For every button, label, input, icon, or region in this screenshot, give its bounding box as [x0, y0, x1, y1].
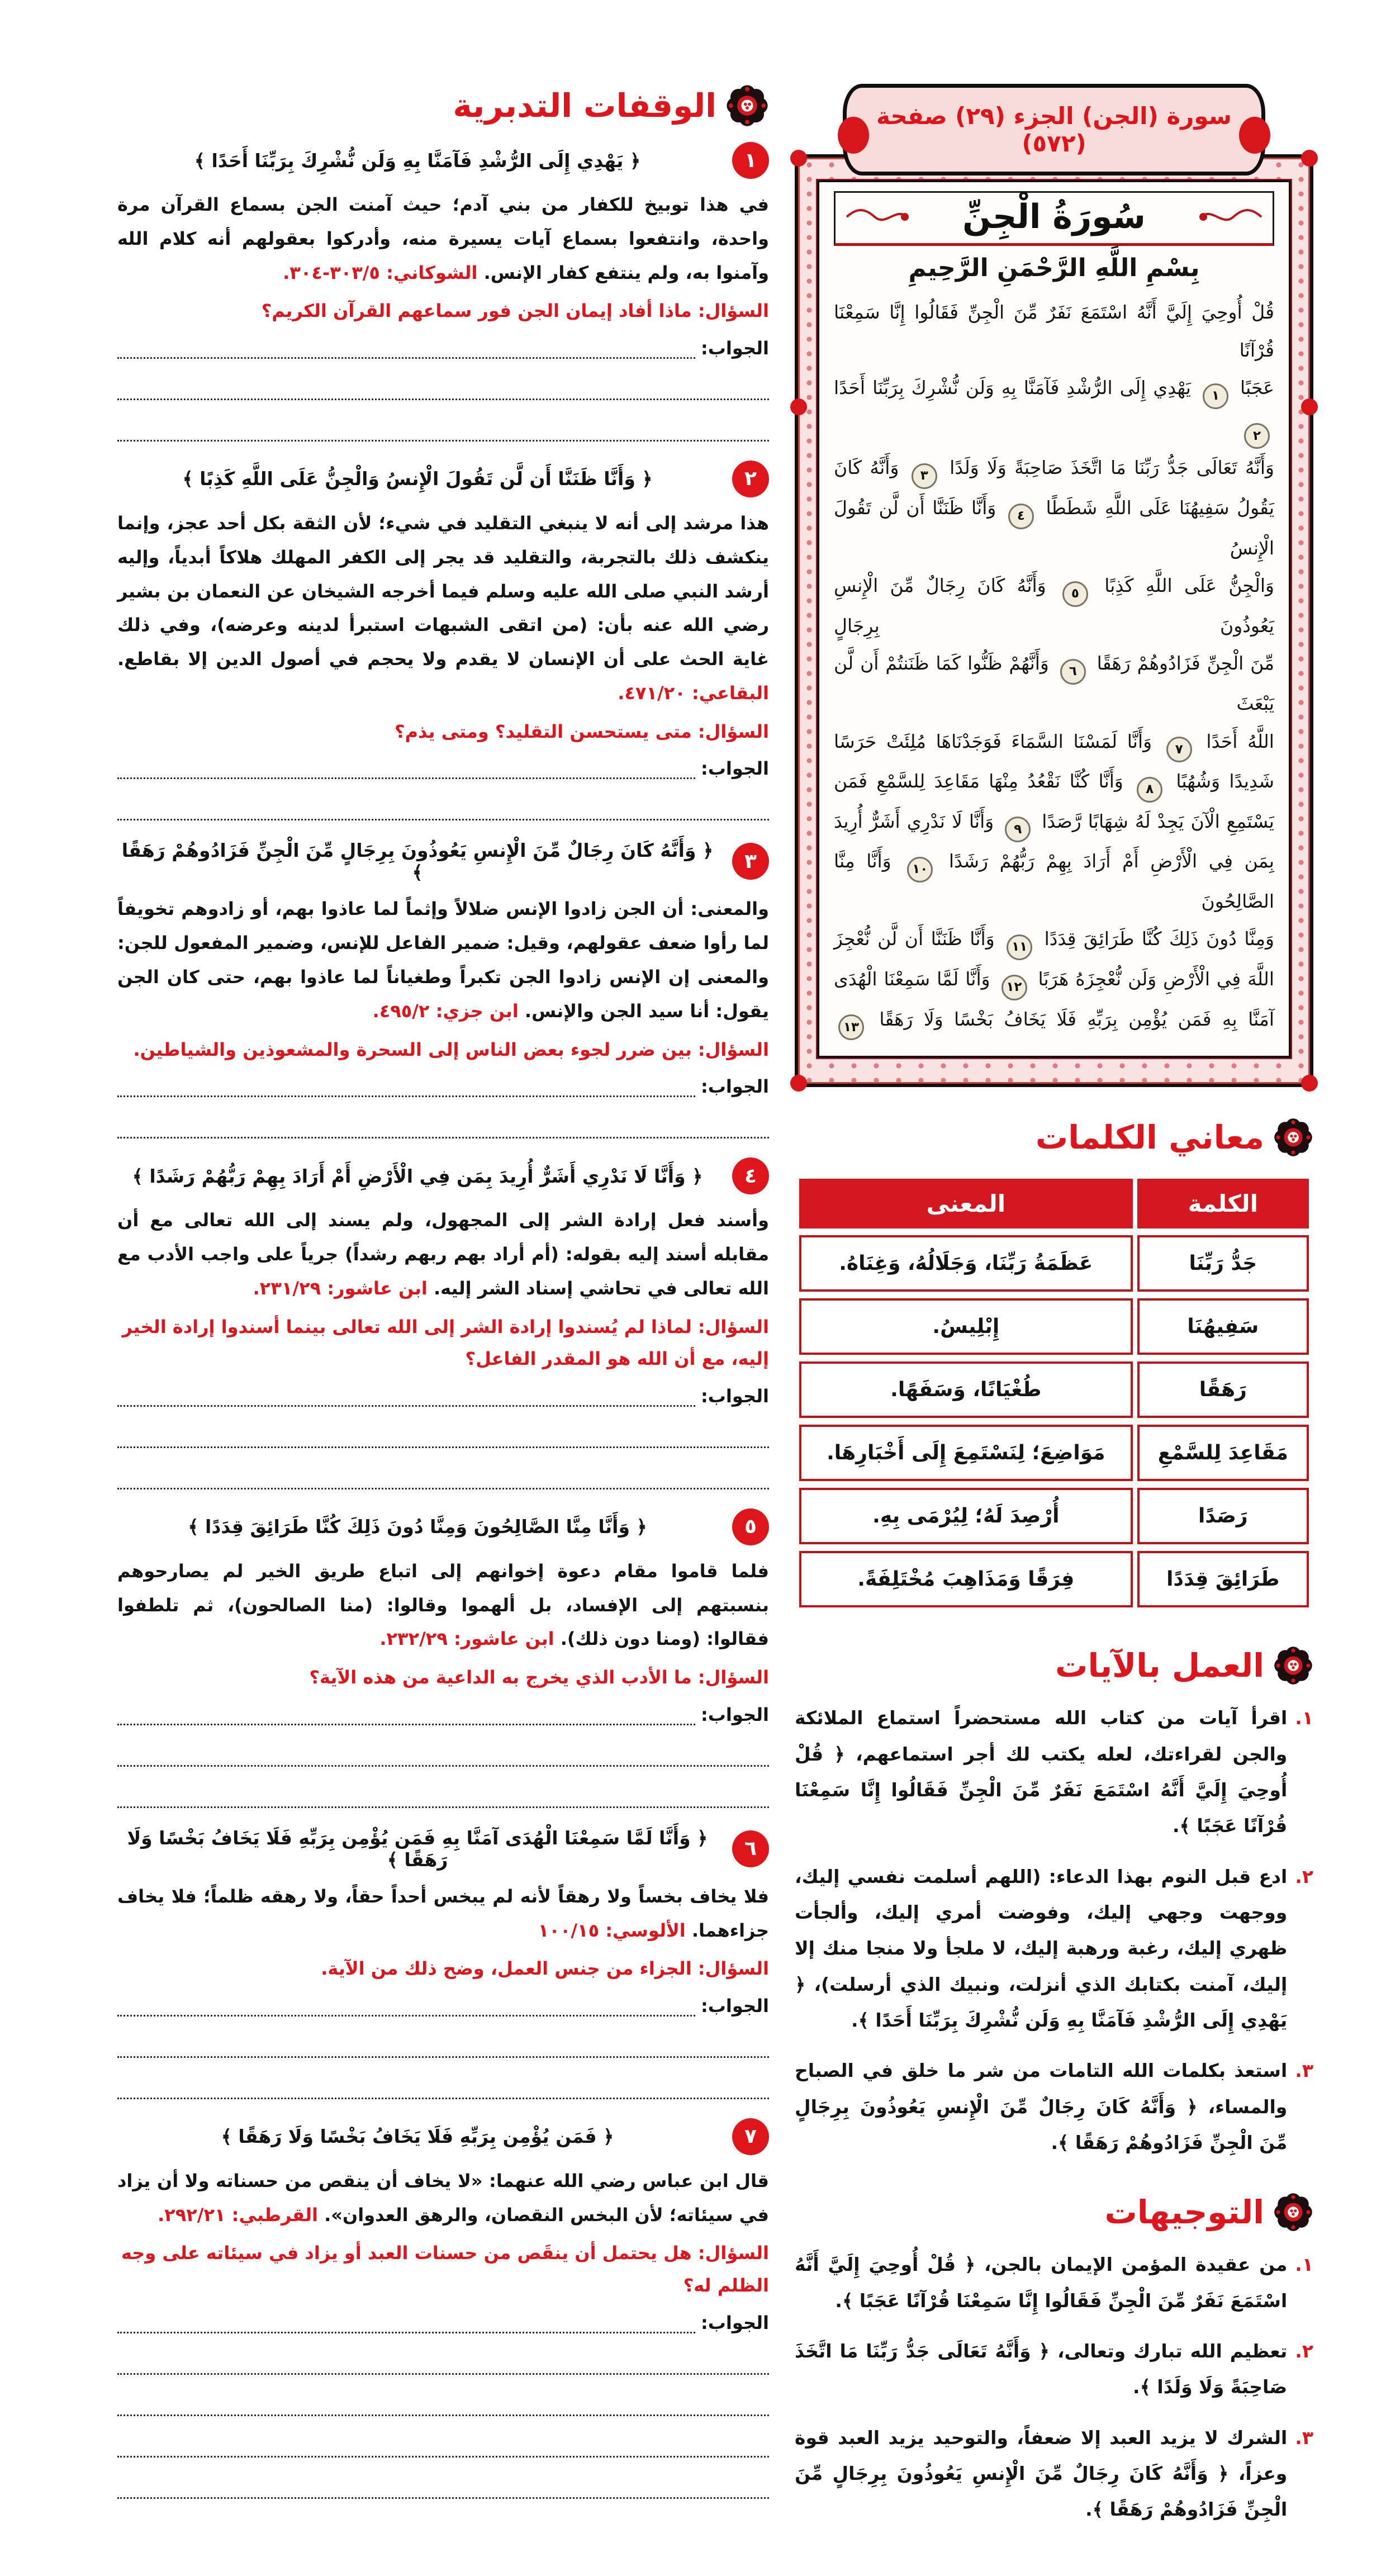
- stop-commentary: في هذا توبيخ للكفار من بني آدم؛ حيث آمنت الجن بسماع القرآن مرة واحدة، وانتفعوا بسماع آيات يسيرة منه، وأدركوا بعقولهم أنه كلام الله وآمنوا به، ولم ينتفع كفار الإنس.: [117, 194, 769, 283]
- flower-icon: [1273, 2192, 1313, 2232]
- answer-label: الجواب:: [700, 1995, 769, 2017]
- stop-question: السؤال: الجزاء من جنس العمل، وضح ذلك من الآية.: [321, 1958, 769, 1980]
- frame-corner-dot: [790, 1075, 807, 1092]
- stop-citation: ابن جزي: ٤٩٥/٢.: [372, 1000, 519, 1022]
- stop-citation: البقاعي: ٤٧١/٢٠.: [618, 682, 769, 704]
- stop-commentary: هذا مرشد إلى أنه لا ينبغي التقليد في شيء؛ لأن الثقة بكل أحد عجز، وإنما ينكشف ذلك بالتجربة، والتقليد قد يجر إلى الكفر المهلك هلاكاً أبدياً، وإليه أرشد النبي صلى الله عليه وسلم فيما أخرجه الشيخان عن النعمان بن بشير رضي الله عنه بأن: (من اتقى الشبهات استبرأ لدينه وعرضه)، وفي ذلك غاية الحث على أن الإنسان لا يقدم ولا يحجم في أصول الدين إلا بقاطع.: [117, 512, 769, 670]
- ayah-number: ١: [1203, 383, 1228, 409]
- answer-blank-line[interactable]: [117, 1448, 769, 1489]
- table-row: [799, 1488, 1309, 1544]
- ayah-number: ٣: [912, 463, 937, 489]
- vocab-section-heading: [795, 1117, 1313, 1157]
- answer-blank-line[interactable]: [117, 1696, 695, 1725]
- quran-line: شَدِيدًا وَشُهُبًا ٨ وَأَنَّا كُنَّا نَقْعُدُ مِنْهَا مَقَاعِدَ لِلسَّمْعِ فَمَن: [834, 762, 1274, 803]
- stop-citation: ابن عاشور: ٢٣٢/٢٩.: [379, 1628, 554, 1650]
- answer-label: الجواب:: [700, 2312, 769, 2333]
- mushaf-page: [817, 180, 1291, 1058]
- list-item: [795, 2053, 1313, 2161]
- list-item: [795, 2247, 1313, 2319]
- ayah-number: ٢: [1244, 423, 1270, 449]
- stop-commentary: قال ابن عباس رضي الله عنهما: «لا يخاف أن ينقص من حسناته ولا أن يزاد في سيئاته؛ لأن البخس النقصان، والرهق العدوان».: [117, 2170, 769, 2226]
- ayah-number: ١٠: [907, 857, 933, 883]
- answer-blank-line[interactable]: [117, 330, 695, 359]
- answer-blank-line[interactable]: [117, 1725, 769, 1767]
- item-text: ادع قبل النوم بهذا الدعاء: (اللهم أسلمت نفسي إليك، ووجهت وجهي إليك، وفوضت أمري إليك، وألجأت ظهري إليك، رغبة ورهبة إليك، لا ملجأ ولا منجا منك إلا إليك، آمنت بكتابك الذي أنزلت، ونبيك الذي أرسلت)، ﴿ يَهْدِي إِلَى الرُّشْدِ فَآمَنَّا بِهِ وَلَن نُّشْرِكَ بِرَبِّنَا أَحَدًا ﴾.: [795, 1865, 1288, 2031]
- quran-line: اللَّهَ فِي الْأَرْضِ وَلَن نُّعْجِزَهُ هَرَبًا ١٢ وَأَنَّا لَمَّا سَمِعْنَا الْهُدَى: [834, 960, 1274, 1000]
- frame-side-dot: [1301, 399, 1318, 415]
- vocab-word: جَدُّ رَبِّنَا: [1137, 1235, 1309, 1292]
- vocab-table: [795, 1172, 1313, 1614]
- vocab-meaning: مَوَاضِعَ؛ لِنَسْتَمِعَ إِلَى أَخْبَارِهَا.: [799, 1425, 1133, 1481]
- stop-citation: الشوكاني: ٣٠٣/٥-٣٠٤.: [283, 262, 478, 283]
- ayah-number: ١٣: [838, 1014, 864, 1040]
- mushaf-frame: [795, 154, 1313, 1087]
- list-item: [795, 1859, 1313, 2039]
- item-text: استعذ بكلمات الله التامات من شر ما خلق في الصباح والمساء، ﴿ وَأَنَّهُ كَانَ رِجَالٌ مِّنَ الْإِنسِ يَعُوذُونَ بِرِجَالٍ مِّنَ الْجِنِّ فَزَادُوهُمْ رَهَقًا ﴾.: [795, 2060, 1288, 2153]
- flower-icon: [725, 84, 769, 127]
- answer-blank-line[interactable]: [117, 1068, 695, 1097]
- answer-blank-line[interactable]: [117, 2017, 769, 2058]
- amal-section-heading: [795, 1645, 1313, 1686]
- stop-citation: ابن عاشور: ٢٣١/٢٩.: [253, 1277, 428, 1299]
- frame-corner-dot: [1301, 150, 1318, 167]
- stop-number-badge: ١: [732, 142, 769, 179]
- surah-header: [834, 191, 1274, 246]
- stop-citation: الألوسي: ١٠٠/١٥: [538, 1919, 686, 1941]
- stop-question: السؤال: لماذا لم يُسندوا إرادة الشر إلى الله تعالى بينما أسندوا إرادة الخير إليه، مع أن الله هو المقدر الفاعل؟: [122, 1316, 769, 1370]
- quran-line: وَالْجِنُّ عَلَى اللَّهِ كَذِبًا ٥ وَأَنَّهُ كَانَ رِجَالٌ مِّنَ الْإِنسِ يَعُوذُونَ بِرِجَالٍ: [834, 575, 1274, 637]
- tawjihat-section-title: التوجيهات: [1104, 2193, 1264, 2232]
- quran-line: وَمِنَّا دُونَ ذَلِكَ كُنَّا طَرَائِقَ قِدَدًا ١١ وَأَنَّا ظَنَنَّا أَن لَّن نُّعْجِزَ: [834, 920, 1274, 960]
- vocab-word: طَرَائِقَ قِدَدًا: [1137, 1551, 1309, 1607]
- list-item: [795, 2333, 1313, 2406]
- item-text: الشرك لا يزيد العبد إلا ضعفاً، والتوحيد يزيد العبد قوة وعزاً، ﴿ وَأَنَّهُ كَانَ رِجَالٌ مِّنَ الْإِنسِ يَعُوذُونَ بِرِجَالٍ مِّنَ الْجِنِّ فَزَادُوهُمْ رَهَقًا ﴾.: [795, 2426, 1288, 2521]
- stop-verse: ﴿ فَمَن يُؤْمِن بِرَبِّهِ فَلَا يَخَافُ بَخْسًا وَلَا رَهَقًا ﴾: [221, 2126, 614, 2148]
- item-text: من عقيدة المؤمن الإيمان بالجن، ﴿ قُلْ أُوحِيَ إِلَيَّ أَنَّهُ اسْتَمَعَ نَفَرٌ مِّنَ الْجِنِّ فَقَالُوا إِنَّا سَمِعْنَا قُرْآنًا عَجَبًا ﴾.: [795, 2254, 1288, 2312]
- stop-number-badge: ٥: [732, 1508, 769, 1545]
- vocab-section-title: معاني الكلمات: [1035, 1118, 1264, 1157]
- vocab-meaning: طُغْيَانًا، وَسَفَهًا.: [799, 1361, 1133, 1418]
- stop-citation: القرطبي: ٢٩٢/٢١.: [158, 2204, 318, 2226]
- surah-page-banner: [843, 84, 1265, 175]
- stop-verse: ﴿ وَأَنَّا ظَنَنَّا أَن لَّن تَقُولَ الْإِنسُ وَالْجِنُّ عَلَى اللَّهِ كَذِبًا ﴾: [182, 468, 653, 490]
- ayah-number: ١٢: [1001, 975, 1027, 1000]
- quran-line: مِّنَ الْجِنِّ فَزَادُوهُمْ رَهَقًا ٦ وَأَنَّهُمْ ظَنُّوا كَمَا ظَنَنتُمْ أَن لَّن يَبْعَثَ: [834, 652, 1274, 714]
- bismillah: بِسْمِ اللَّهِ الرَّحْمَنِ الرَّحِيمِ: [908, 254, 1200, 282]
- table-row: [799, 1235, 1309, 1292]
- answer-blank-line[interactable]: [117, 1407, 769, 1448]
- answer-blank-line[interactable]: [117, 2058, 769, 2099]
- item-number: ١.: [1295, 2254, 1313, 2276]
- frame-side-dot: [790, 399, 807, 415]
- stop-commentary: فلا يخاف بخساً ولا رهقاً لأنه لم يبخس أحداً حقاً، ولا رهقه ظلماً؛ فلا يخاف جزاءهما.: [117, 1885, 769, 1941]
- vocab-meaning: أُرْصِدَ لَهُ؛ لِيُرْمَى بِهِ.: [799, 1488, 1133, 1544]
- flower-icon: [1273, 1117, 1313, 1157]
- list-item: [795, 2420, 1313, 2528]
- stop-item: [117, 2118, 769, 2499]
- surah-page-banner-text: سورة (الجن) الجزء (٢٩) صفحة (٥٧٢): [876, 102, 1232, 157]
- ayah-number: ٩: [1005, 817, 1031, 842]
- answer-blank-line[interactable]: [117, 359, 769, 400]
- item-number: ٣.: [1295, 2060, 1313, 2082]
- stops-section-heading: [117, 84, 769, 127]
- answer-blank-line[interactable]: [117, 400, 769, 442]
- ayah-number: ٥: [1062, 581, 1088, 607]
- stop-commentary: وأسند فعل إرادة الشر إلى المجهول، ولم يسند إلى الله تعالى مع أن مقابله أسند إليه بقوله: (أم أراد بهم ربهم رشداً) جرياً على واجب الأدب مع الله تعالى في تحاشي إسناد الشر إليه.: [117, 1209, 769, 1299]
- stop-verse: ﴿ وَأَنَّا لَمَّا سَمِعْنَا الْهُدَى آمَنَّا بِهِ فَمَن يُؤْمِن بِرَبِّهِ فَلَا يَخَافُ بَخْسًا وَلَا رَهَقًا ﴾: [127, 1827, 708, 1871]
- stop-verse: ﴿ وَأَنَّا مِنَّا الصَّالِحُونَ وَمِنَّا دُونَ ذَلِكَ كُنَّا طَرَائِقَ قِدَدًا ﴾: [188, 1516, 647, 1538]
- ayah-number: ١١: [1007, 934, 1032, 960]
- answer-label: الجواب:: [700, 758, 769, 780]
- ornament-icon: [843, 206, 910, 228]
- frame-corner-dot: [790, 150, 807, 167]
- stop-number-badge: ٦: [732, 1830, 769, 1867]
- vocab-word: مَقَاعِدَ لِلسَّمْعِ: [1137, 1425, 1309, 1481]
- quran-line: بِمَن فِي الْأَرْضِ أَمْ أَرَادَ بِهِمْ رَبُّهُمْ رَشَدًا ١٠ وَأَنَّا مِنَّا الصَّالِحُونَ: [834, 850, 1275, 912]
- stop-number-badge: ٣: [732, 843, 769, 880]
- stop-number-badge: ٤: [732, 1157, 769, 1194]
- amal-section: [795, 1645, 1313, 2161]
- answer-label: الجواب:: [700, 1385, 769, 1407]
- stop-commentary: فلما قاموا مقام دعوة إخوانهم إلى اتباع طريق الخير لم يصارحوهم بنسبتهم إلى الإفساد، بل ألهموا وقالوا: (منا الصالحون)، ثم تلطفوا فقالوا: (ومنا دون ذلك).: [117, 1560, 769, 1650]
- ayah-number: ٨: [1137, 777, 1162, 803]
- item-number: ٢.: [1295, 1865, 1313, 1887]
- quran-line: قُلْ أُوحِيَ إِلَيَّ أَنَّهُ اسْتَمَعَ نَفَرٌ مِّنَ الْجِنِّ فَقَالُوا إِنَّا سَمِعْنَا قُرْآنًا: [834, 301, 1274, 361]
- answer-label: الجواب:: [700, 337, 769, 359]
- answer-blank-line[interactable]: [117, 1987, 695, 2017]
- item-text: تعظيم الله تبارك وتعالى، ﴿ وَأَنَّهُ تَعَالَى جَدُّ رَبِّنَا مَا اتَّخَذَ صَاحِبَةً وَلَا وَلَدًا ﴾.: [795, 2340, 1288, 2398]
- vocab-word: رَهَقًا: [1137, 1361, 1309, 1418]
- answer-blank-line[interactable]: [117, 779, 769, 820]
- ayah-number: ٤: [1008, 504, 1034, 529]
- frame-corner-dot: [1301, 1075, 1318, 1092]
- answer-blank-line[interactable]: [117, 1767, 769, 1808]
- amal-section-title: العمل بالآيات: [1055, 1647, 1264, 1685]
- quran-line: عَجَبًا ١ يَهْدِي إِلَى الرُّشْدِ فَآمَنَّا بِهِ وَلَن نُّشْرِكَ بِرَبِّنَا أَحَدًا ٢: [834, 369, 1274, 449]
- stop-question: السؤال: ماذا أفاد إيمان الجن فور سماعهم القرآن الكريم؟: [261, 300, 769, 322]
- vocab-section: [795, 1117, 1313, 1614]
- table-row: [799, 1298, 1309, 1355]
- answer-label: الجواب:: [700, 1704, 769, 1725]
- stops-section-title: الوقفات التدبرية: [453, 87, 716, 125]
- ayah-number: ٦: [1060, 659, 1086, 685]
- vocab-meaning: عَظَمَةُ رَبِّنَا، وَجَلَالُهُ، وَغِنَاهُ.: [799, 1235, 1133, 1292]
- vocab-meaning: إِبْلِيسُ.: [799, 1298, 1133, 1355]
- stop-verse: ﴿ وَأَنَّا لَا نَدْرِي أَشَرٌّ أُرِيدَ بِمَن فِي الْأَرْضِ أَمْ أَرَادَ بِهِمْ رَبُّهُمْ رَشَدًا ﴾: [132, 1165, 703, 1187]
- vocab-word: رَصَدًا: [1137, 1488, 1309, 1544]
- item-text: اقرأ آيات من كتاب الله مستحضراً استماع الملائكة والجن لقراءتك، لعله يكتب لك أجر استماعهم، ﴿ قُلْ أُوحِيَ إِلَيَّ أَنَّهُ اسْتَمَعَ نَفَرٌ مِّنَ الْجِنِّ فَقَالُوا إِنَّا سَمِعْنَا قُرْآنًا عَجَبًا ﴾.: [795, 1707, 1288, 1837]
- stop-verse: ﴿ وَأَنَّهُ كَانَ رِجَالٌ مِّنَ الْإِنسِ يَعُوذُونَ بِرِجَالٍ مِّنَ الْجِنِّ فَزَادُوهُمْ رَهَقًا ﴾: [121, 839, 714, 884]
- quran-column: [795, 84, 1313, 2542]
- stop-item: [117, 1827, 769, 2099]
- tawjihat-section-heading: [795, 2192, 1313, 2232]
- stop-item: [117, 839, 769, 1138]
- quran-line: يَقُولُ سَفِيهُنَا عَلَى اللَّهِ شَطَطًا ٤ وَأَنَّا ظَنَنَّا أَن لَّن تَقُولَ الْإِنسُ: [834, 496, 1275, 559]
- answer-blank-line[interactable]: [117, 2333, 769, 2375]
- table-row: [799, 1551, 1309, 1607]
- answer-label: الجواب:: [700, 1076, 769, 1098]
- answer-blank-line[interactable]: [117, 2304, 695, 2333]
- stops-column: [117, 84, 769, 2542]
- stop-verse: ﴿ يَهْدِي إِلَى الرُّشْدِ فَآمَنَّا بِهِ وَلَن نُّشْرِكَ بِرَبِّنَا أَحَدًا ﴾: [194, 149, 641, 172]
- ayah-number: ٧: [1166, 737, 1192, 762]
- vocab-meaning: فِرَقًا وَمَذَاهِبَ مُخْتَلِفَةً.: [799, 1551, 1133, 1607]
- stop-item: [117, 1157, 769, 1489]
- list-item: [795, 1700, 1313, 1844]
- ornament-icon: [1198, 206, 1265, 228]
- quran-line: آمَنَّا بِهِ فَمَن يُؤْمِن بِرَبِّهِ فَلَا يَخَافُ بَخْسًا وَلَا رَهَقًا ١٣: [834, 1000, 1274, 1041]
- stop-number-badge: ٢: [732, 461, 769, 497]
- answer-blank-line[interactable]: [117, 2458, 769, 2499]
- answer-blank-line[interactable]: [117, 1097, 769, 1138]
- table-row: [799, 1425, 1309, 1481]
- answer-blank-line[interactable]: [117, 1378, 695, 1407]
- flower-icon: [1273, 1645, 1313, 1686]
- stop-question: السؤال: هل يحتمل أن ينقَص من حسنات العبد أو يزاد في سيئاته على وجه الظلم له؟: [121, 2242, 769, 2297]
- stop-item: [117, 461, 769, 820]
- answer-blank-line[interactable]: [117, 2416, 769, 2458]
- quran-line: وَأَنَّهُ تَعَالَى جَدُّ رَبِّنَا مَا اتَّخَذَ صَاحِبَةً وَلَا وَلَدًا ٣ وَأَنَّهُ كَانَ: [834, 449, 1274, 489]
- stop-question: السؤال: بين ضرر لجوء بعض الناس إلى السحرة والمشعوذين والشياطين.: [133, 1038, 769, 1060]
- item-number: ٣.: [1295, 2426, 1313, 2449]
- stop-commentary: والمعنى: أن الجن زادوا الإنس ضلالاً وإثماً لما عاذوا بهم، أو زادوهم تخويفاً لما رأوا ضعف عقولهم، وقيل: ضمير الفاعل للإنس، وضمير المفعول للجن: والمعنى إن الإنس زادوا الجن تكبراً وطغياناً لما عاذوا بهم، حتى كان الجن يقول: أنا سيد الجن والإنس.: [117, 898, 769, 1022]
- stop-number-badge: ٧: [732, 2118, 769, 2155]
- item-number: ١.: [1295, 1707, 1313, 1729]
- quran-line: اللَّهُ أَحَدًا ٧ وَأَنَّا لَمَسْنَا السَّمَاءَ فَوَجَدْنَاهَا مُلِئَتْ حَرَسًا: [834, 723, 1274, 763]
- stop-question: السؤال: ما الأدب الذي يخرج به الداعية من هذه الآية؟: [309, 1667, 769, 1688]
- surah-title: سُورَةُ الْجِنِّ: [962, 197, 1146, 236]
- tawjihat-section: [795, 2192, 1313, 2527]
- stop-question: السؤال: متى يستحسن التقليد؟ ومتى يذم؟: [394, 720, 769, 742]
- answer-blank-line[interactable]: [117, 2375, 769, 2416]
- vocab-col-meaning: المعنى: [799, 1179, 1133, 1228]
- quran-line: يَسْتَمِعِ الْآنَ يَجِدْ لَهُ شِهَابًا رَّصَدًا ٩ وَأَنَّا لَا نَدْرِي أَشَرٌّ أُرِيدَ: [834, 803, 1274, 843]
- item-number: ٢.: [1295, 2340, 1313, 2362]
- stop-item: [117, 142, 769, 442]
- vocab-word: سَفِيهُنَا: [1137, 1298, 1309, 1355]
- table-row: [799, 1361, 1309, 1418]
- stop-item: [117, 1508, 769, 1808]
- answer-blank-line[interactable]: [117, 750, 695, 779]
- vocab-col-word: الكلمة: [1137, 1179, 1309, 1228]
